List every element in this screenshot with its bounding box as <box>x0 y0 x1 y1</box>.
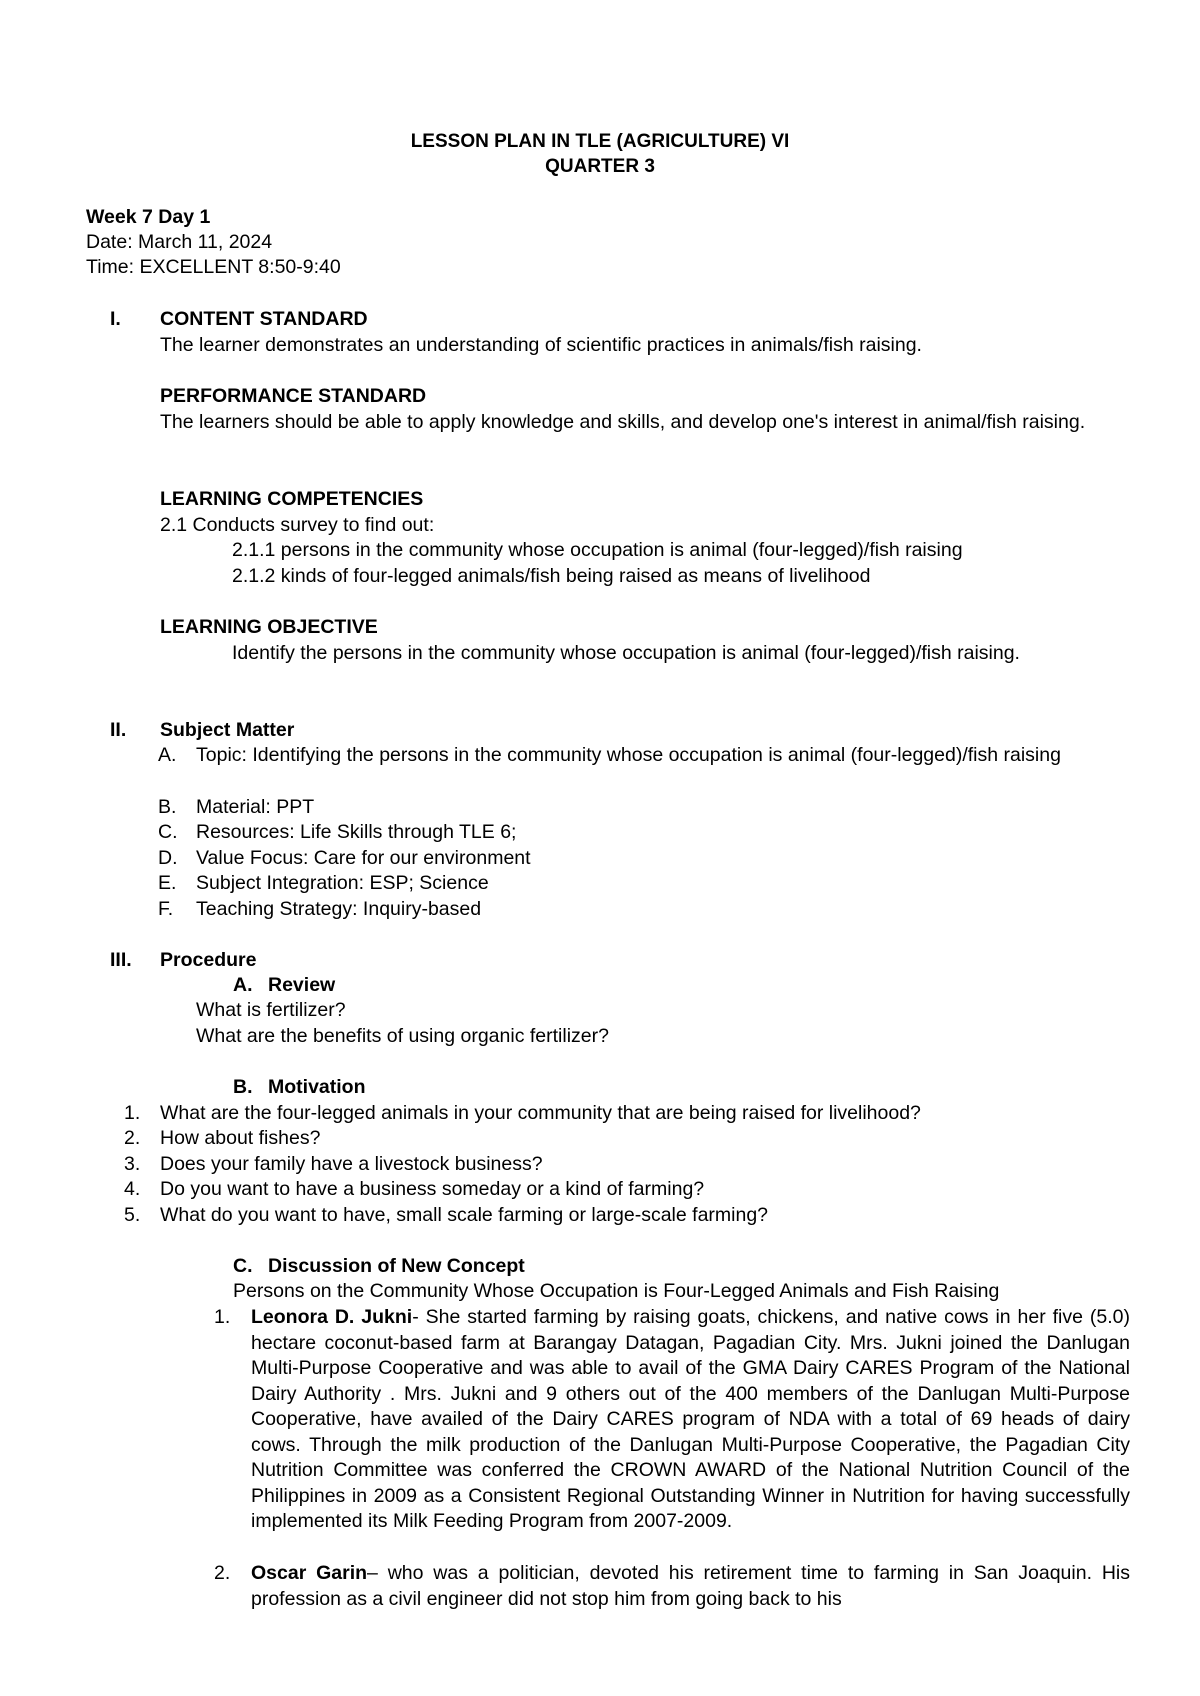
review-heading: Review <box>268 974 336 996</box>
subject-item-letter: D. <box>158 847 178 869</box>
subject-item-material: Material: PPT <box>196 796 315 818</box>
learning-objective-heading: LEARNING OBJECTIVE <box>160 616 378 638</box>
discussion-intro: Persons on the Community Whose Occupation is Four-Legged Animals and Fish Raising <box>233 1280 1000 1302</box>
discussion-number: 2. <box>214 1562 231 1584</box>
performance-standard-text: The learners should be able to apply knowledge and skills, and develop one's interest in animal/fish raising. <box>160 410 1086 433</box>
competency-item-2: 2.1.2 kinds of four-legged animals/fish being raised as means of livelihood <box>232 564 871 587</box>
person-description: - She started farming by raising goats, chickens, and native cows in her five (5.0) hectare coconut-based farm at Barangay Datagan, Pagadian City. Mrs. Jukni joined the Danlugan Multi-Purpose Cooperative and was able to avail of the GMA Dairy CARES Program of the National Dairy Authority . Mrs. Jukni and 9 others out of the 400 members of the Danlugan Multi-Purpose Cooperative, have availed of the Dairy CARES program of NDA with a total of 69 heads of dairy cows. Through the milk production of the Danlugan Multi-Purpose Cooperative, the Pagadian City Nutrition Committee was conferred the CROWN AWARD of the National Nutrition Council of the Philippines in 2009 as a Consistent Regional Outstanding Winner in Nutrition for having successfully implemented its Milk Feeding Program from 2007-2009. <box>251 1306 1130 1532</box>
section-i-numeral: I. <box>110 308 121 330</box>
motivation-heading: Motivation <box>268 1076 366 1098</box>
time-line: Time: EXCELLENT 8:50-9:40 <box>86 256 341 278</box>
discussion-letter: C. <box>233 1255 253 1277</box>
competency-item-1: 2.1.1 persons in the community whose occupation is animal (four-legged)/fish raising <box>232 539 963 561</box>
learning-objective <box>160 615 1130 666</box>
subject-matter-heading: Subject Matter <box>160 719 295 741</box>
motivation-question: What are the four-legged animals in your community that are being raised for livelihood? <box>160 1102 921 1124</box>
performance-standard-heading: PERFORMANCE STANDARD <box>160 385 427 407</box>
discussion-item-garin <box>251 1561 1130 1612</box>
date-line: Date: March 11, 2024 <box>86 231 273 253</box>
content-standard-heading: CONTENT STANDARD <box>160 308 368 330</box>
motivation-number: 2. <box>124 1127 141 1149</box>
motivation-question: How about fishes? <box>160 1127 321 1149</box>
discussion-item-jukni <box>251 1305 1130 1535</box>
subject-item-letter: F. <box>158 898 174 920</box>
review-question-1: What is fertilizer? <box>196 999 346 1021</box>
person-name: Leonora D. Jukni <box>251 1306 413 1328</box>
subject-item-letter: E. <box>158 872 177 894</box>
document-title: LESSON PLAN IN TLE (AGRICULTURE) VI <box>410 131 790 152</box>
learning-objective-text: Identify the persons in the community whose occupation is animal (four-legged)/fish raising. <box>232 641 1020 664</box>
discussion-heading: Discussion of New Concept <box>268 1255 525 1277</box>
person-description: – who was a politician, devoted his retirement time to farming in San Joaquin. His profession as a civil engineer did not stop him from going back to his <box>251 1562 1130 1610</box>
section-iii-numeral: III. <box>110 949 132 971</box>
learning-competencies-heading: LEARNING COMPETENCIES <box>160 488 424 510</box>
review-letter: A. <box>233 974 253 996</box>
section-i <box>160 307 1130 358</box>
content-standard-text: The learner demonstrates an understanding of scientific practices in animals/fish raising. <box>160 333 922 356</box>
person-name: Oscar Garin <box>251 1562 368 1584</box>
learning-competencies <box>160 487 1130 589</box>
discussion-number: 1. <box>214 1306 231 1328</box>
subject-item-strategy: Teaching Strategy: Inquiry-based <box>196 898 482 920</box>
motivation-question: Does your family have a livestock business? <box>160 1153 543 1175</box>
performance-standard <box>160 384 1130 435</box>
motivation-number: 5. <box>124 1204 141 1226</box>
motivation-question: Do you want to have a business someday or a kind of farming? <box>160 1178 705 1200</box>
motivation-letter: B. <box>233 1076 253 1098</box>
subject-item-integration: Subject Integration: ESP; Science <box>196 872 489 894</box>
subject-item-letter: A. <box>158 744 177 766</box>
subject-item-topic: Topic: Identifying the persons in the community whose occupation is animal (four-legged)/fish raising <box>196 744 1061 766</box>
week-day-label: Week 7 Day 1 <box>86 206 211 228</box>
subject-item-letter: B. <box>158 796 177 818</box>
subject-item-resources: Resources: Life Skills through TLE 6; <box>196 821 517 843</box>
motivation-number: 1. <box>124 1102 141 1124</box>
competency-main: 2.1 Conducts survey to find out: <box>160 513 435 536</box>
motivation-question: What do you want to have, small scale farming or large-scale farming? <box>160 1204 769 1226</box>
procedure-heading: Procedure <box>160 949 257 971</box>
motivation-number: 4. <box>124 1178 141 1200</box>
motivation-number: 3. <box>124 1153 141 1175</box>
section-ii-numeral: II. <box>110 719 127 741</box>
subject-item-letter: C. <box>158 821 178 843</box>
subject-item-value-focus: Value Focus: Care for our environment <box>196 847 531 869</box>
review-question-2: What are the benefits of using organic fertilizer? <box>196 1025 609 1047</box>
quarter-label: QUARTER 3 <box>545 156 655 177</box>
